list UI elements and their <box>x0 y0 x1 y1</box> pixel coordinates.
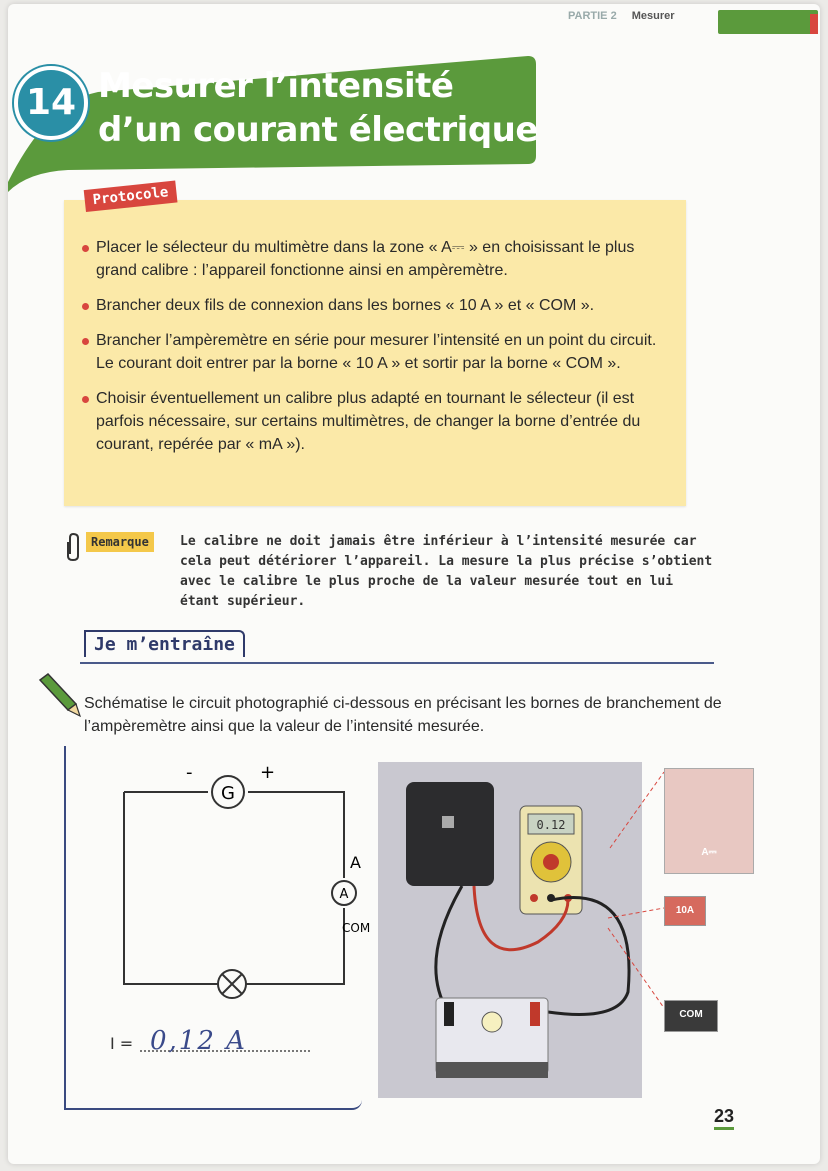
protocol-step: Choisir éventuellement un calibre plus adapté en tournant le sélecteur (il est parfois nécessaire, sur certains multimètres, de changer la borne d’entrée du courant, repérée par « mA »). <box>80 387 676 456</box>
zoom-selector <box>664 768 754 874</box>
paperclip-icon <box>62 532 84 562</box>
current-label: I = <box>110 1034 134 1053</box>
protocol-step: Placer le sélecteur du multimètre dans la zone « A⎓ » en choisissant le plus grand calibre : l’appareil fonctionne ainsi en ampèremètre. <box>80 236 676 282</box>
chapter-number: 14 <box>14 66 88 140</box>
generator-letter: G <box>221 783 235 804</box>
multimeter-reading: 0.12 <box>536 818 566 832</box>
page-number: 23 <box>714 1106 734 1130</box>
protocol-step: Brancher deux fils de connexion dans les bornes « 10 A » et « COM ». <box>80 294 676 317</box>
pencil-icon <box>36 672 82 718</box>
zoom-label-selector: A⎓ <box>701 847 717 858</box>
running-head <box>568 10 675 22</box>
section-divider <box>80 662 714 664</box>
remark-text: Le calibre ne doit jamais être inférieur à l’intensité mesurée car cela peut détériorer l’appareil. La mesure la plus précise s’obtient avec le calibre le plus proche de la valeur mesurée tout en lui étant supérieur. <box>180 534 713 609</box>
exercise-heading: Je m’entraîne <box>84 630 245 657</box>
section-label: Mesurer <box>631 10 675 22</box>
zoom-label-com: COM <box>679 1009 703 1020</box>
circuit-diagram <box>100 760 370 1010</box>
terminal-com-label: COM <box>342 921 370 935</box>
protocol-step: Brancher l’ampèremètre en série pour mesurer l’intensité en un point du circuit. Le courant doit entrer par la borne « 10 A » et sortir par la borne « COM ». <box>80 329 676 375</box>
current-value: 0,12 A <box>150 1026 247 1056</box>
page-title-line1: Mesurer l’intensité <box>98 66 454 106</box>
protocol-list <box>80 236 676 468</box>
zoom-com-terminal <box>664 1000 718 1032</box>
part-label: PARTIE 2 <box>568 10 617 22</box>
generator-box <box>406 782 494 886</box>
section-tab <box>718 10 818 34</box>
terminal-in-label: A <box>350 853 361 872</box>
protocol-tag: Protocole <box>84 181 178 212</box>
exercise-instruction: Schématise le circuit photographié ci-dessous en précisant les bornes de branchement de l’ampèremètre ainsi que la valeur de l’intensité mesurée. <box>84 695 722 735</box>
page-title <box>98 64 538 152</box>
plus-sign: + <box>260 762 276 783</box>
zoom-10a-terminal <box>664 896 706 926</box>
minus-sign: - <box>186 762 193 783</box>
ammeter-letter: A <box>339 887 349 902</box>
remark-tag: Remarque <box>86 532 154 552</box>
page-title-line2: d’un courant électrique <box>98 110 538 150</box>
zoom-label-10a: 10A <box>675 905 695 916</box>
